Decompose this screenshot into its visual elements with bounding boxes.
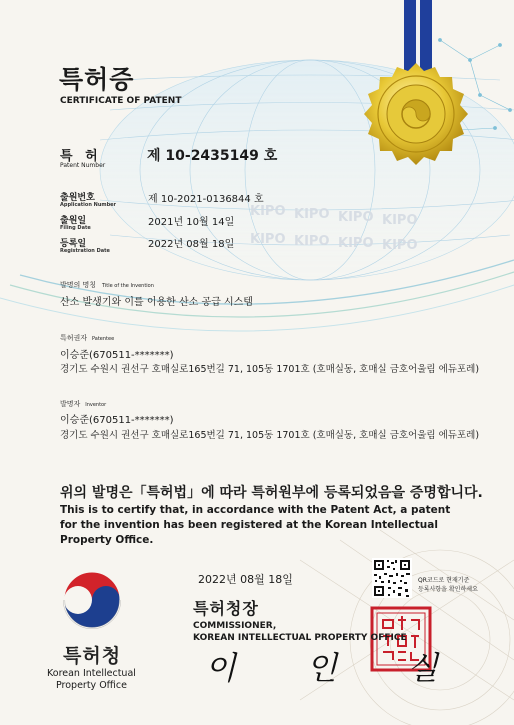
issue-date: 2022년 08월 18일 xyxy=(198,573,293,586)
inventor-label xyxy=(60,399,106,409)
certification-statement-en: This is to certify that, in accordance with the Patent Act, a patent for the invention has been registered at the Korean Intellectual Property Office. xyxy=(60,504,451,546)
inventor-address: 경기도 수원시 권선구 호매실로165번길 71, 105동 1701호 (호매실동, 호매실 금호어울림 에듀포레) xyxy=(60,430,480,441)
svg-text:KIPO: KIPO xyxy=(294,207,330,222)
svg-text:KIPO: KIPO xyxy=(338,236,374,251)
inventor-label-ko: 발명자 xyxy=(60,400,81,408)
inventor-name: 이승준(670511-*******) xyxy=(60,415,174,426)
patent-number-label: 특 허 xyxy=(60,149,102,164)
svg-text:KIPO: KIPO xyxy=(250,204,286,219)
qr-code-note-line2: 등록사항을 확인하세요 xyxy=(418,586,478,593)
office-name-en-line1: Korean Intellectual xyxy=(47,668,136,679)
registration-date-label-en: Registration Date xyxy=(60,248,110,254)
qr-code-note-line1: QR코드로 현재기준 xyxy=(418,577,470,584)
ribbon xyxy=(404,0,432,72)
patentee-address: 경기도 수원시 권선구 호매실로165번길 71, 105동 1701호 (호매실동, 호매실 금호어울림 에듀포레) xyxy=(60,364,480,375)
office-name-ko: 특허청 xyxy=(63,645,122,667)
certificate-title: 특허증 xyxy=(59,65,135,94)
filing-date-label-en: Filing Date xyxy=(60,225,91,231)
patent-number-value: 제 10-2435149 호 xyxy=(147,148,278,164)
patentee-label-ko: 특허권자 xyxy=(60,334,88,342)
registration-date-value: 2022년 08월 18일 xyxy=(148,239,235,250)
qr-code-note xyxy=(418,576,478,594)
registration-date-label: 등록일 xyxy=(60,239,87,249)
application-number-label: 출원번호 xyxy=(60,193,95,203)
patentee-label xyxy=(60,333,114,343)
invention-title-label xyxy=(60,280,154,290)
patentee-label-en: Patentee xyxy=(91,336,115,342)
filing-date-label: 출원일 xyxy=(60,216,87,226)
invention-title-label-ko: 발명의 명칭 xyxy=(60,281,97,289)
commissioner-title-en xyxy=(193,620,407,644)
commissioner-title-ko: 특허청장 xyxy=(193,599,259,618)
svg-text:KIPO: KIPO xyxy=(250,232,286,247)
invention-title-value: 산소 발생기와 이를 이용한 산소 공급 시스템 xyxy=(60,297,253,308)
certificate-subtitle: CERTIFICATE OF PATENT xyxy=(60,96,182,106)
application-number-label-en: Application Number xyxy=(60,202,117,208)
filing-date-value: 2021년 10월 14일 xyxy=(148,217,235,228)
invention-title-label-en: Title of the Invention xyxy=(101,283,154,289)
certification-statement-ko: 위의 발명은「특허법」에 따라 특허원부에 등록되었음을 증명합니다. xyxy=(60,485,483,501)
svg-text:이 인 실: 이 인 실 xyxy=(205,649,469,687)
qr-code xyxy=(372,558,412,598)
commissioner-title-en-line2: KOREAN INTELLECTUAL PROPERTY OFFICE xyxy=(193,633,407,643)
signature xyxy=(195,643,469,688)
commissioner-title-en-line1: COMMISSIONER, xyxy=(193,621,277,631)
svg-text:KIPO: KIPO xyxy=(382,238,418,253)
patentee-name: 이승준(670511-*******) xyxy=(60,350,174,361)
svg-text:KIPO: KIPO xyxy=(338,210,374,225)
patent-number-label-en: Patent Number xyxy=(60,162,106,169)
svg-text:KIPO: KIPO xyxy=(382,213,418,228)
taegeuk-logo xyxy=(64,572,120,628)
svg-text:KIPO: KIPO xyxy=(294,234,330,249)
application-number-value: 제 10-2021-0136844 호 xyxy=(148,194,264,205)
office-name-en-line2: Property Office xyxy=(55,680,127,691)
inventor-label-en: Inventor xyxy=(85,402,107,408)
office-name-en xyxy=(47,668,136,692)
